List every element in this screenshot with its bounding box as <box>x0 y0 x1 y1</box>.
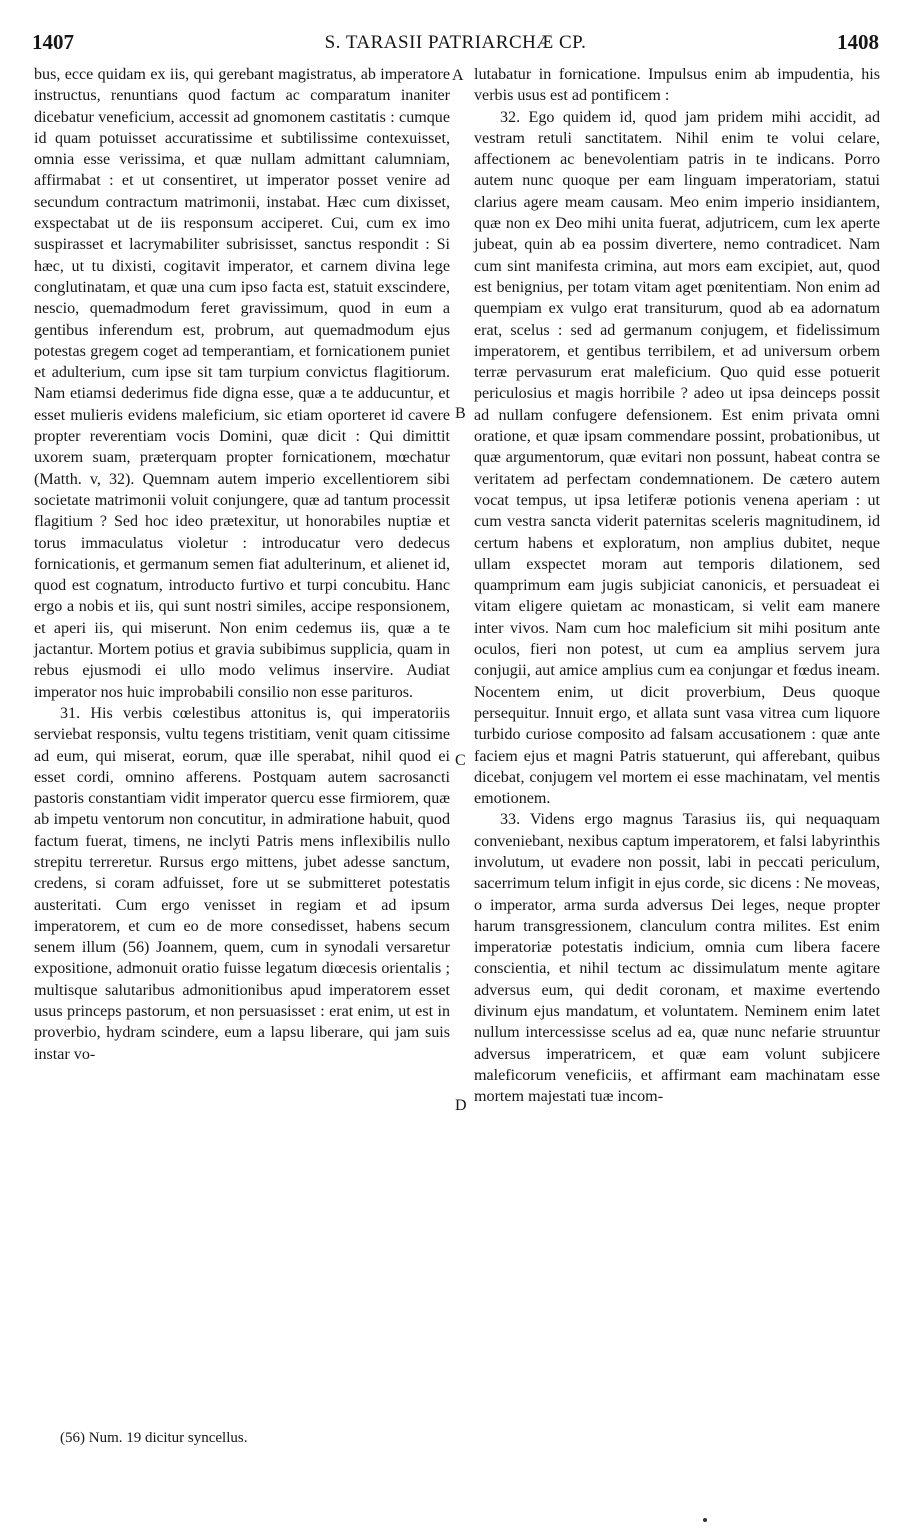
left-column-number: 1407 <box>32 30 74 54</box>
paragraph-number: 32. <box>500 108 521 126</box>
margin-marker-a: A <box>452 67 464 84</box>
margin-marker-b: B <box>455 405 466 422</box>
paragraph-number: 33. <box>500 811 521 829</box>
paragraph-31 <box>34 703 450 1065</box>
right-column-number: 1408 <box>837 30 879 54</box>
paragraph-text: His verbis cœlestibus attonitus is, qui imperatoriis serviebat responsis, vultu tegens tristitiam, venit quam citissime ad eum, qui miserat, eorum, quæ ille sperabat, nihil quod ei esset cordi, omnino afferens. Postquam autem sacrosancti pastoris constantiam vidit imperator quercu esse firmiorem, quæ ab impetu ventorum non concutitur, in admiratione habuit, quod factum fuerat, timens, ne inclyti Patris mens inflexibilis nullo strepitu terreretur. Rursus ergo mittens, jubet adesse sanctum, credens, si coram adfuisset, fore ut se submitteret potestatis austeritati. Cum ergo venisset in regiam et ad ipsum imperatorem, et cum eo de more consedisset, habens secum senem illum (56) Joannem, quem, cum in synodali versaretur expositione, admonuit oratio fuisse legatum diœcesis orientalis ; multisque salutaribus admonitionibus apud imperatorem esset usus princeps pastorum, et non persuasisset : erat enim, ut est in proverbio, hydram scindere, eum a lapsu liberare, qui jam suis instar vo- <box>34 704 450 1063</box>
right-column <box>474 64 880 1108</box>
margin-marker-c: C <box>455 752 466 769</box>
paragraph-32 <box>474 107 880 810</box>
margin-marker-d: D <box>455 1097 467 1114</box>
footnote: (56) Num. 19 dicitur syncellus. <box>60 1430 248 1446</box>
left-column <box>34 64 450 1065</box>
page-header <box>32 30 879 62</box>
paragraph-33 <box>474 809 880 1107</box>
paragraph-number: 31. <box>60 704 81 722</box>
ink-dot <box>703 1518 707 1522</box>
paragraph-text: Ego quidem id, quod jam pridem mihi accidit, ad vestram retuli sanctitatem. Nihil enim te volui celare, affectionem ac benevolentiam patris in te indicans. Porro autem nunc quoque per eam linguam imperatoriam, statui clarius agere meam causam. Meo enim imperio insidiantem, quæ non ex Deo mihi unita fuerat, adjutricem, cum lex aperte jubeat, quin ab ea possim divertere, nemo contradicet. Nam cum sint manifesta crimina, aut mors eam excipiet, aut, quod est benignius, per totam vitam aget pœnitentiam. Non enim ad quempiam ex vulgo erat transiturum, quod ab ea adornatum erat, scelus : sed ad germanum conjugem, et fidelissimum imperatorem, et gentibus terribilem, et ad universum orbem terræ pervasurum erat maleficium. Quo quid esse potuerit periculosius et magis horribile ? adeo ut ipsa deinceps possit ad nullam confugere defensionem. Est enim privata omni oratione, et quæ ipsam commendare possint, probationibus, ut quæ argumentorum, quæ evitari non possunt, habeat contra se veritatem ad perfectam condemnationem. De cætero autem vocat tempus, ut ipsa letiferæ potionis venena aperiam : ut cum vestra sancta viderit paternitas sceleris magnitudinem, id certum habens et exploratum, non amplius dubitet, neque ullam exspectet moram aut temporis dilationem, sed quamprimum eam jugis subjiciat canonicis, et persuadeat ei vitam eligere quietam ac monasticam, si velit eam manere inter vivos. Nam cum hoc maleficium sit mihi positum ante oculos, fieri non potest, ut cum ea amplius servem jura conjugii, aut amice amplius cum ea conjungar et fœdus ineam. Nocentem enim, ut dicit proverbium, Deus quoque persequitur. Innuit ergo, et allata sunt vasa vitrea cum liquore turbido curiose composito ad falsam accusationem : quæ ante faciem ejus et magni Patris statuerunt, qui afferebant, quibus dicebat, conjugem vel mortem ei esse machinatam, vel mentis emotionem. <box>474 108 880 808</box>
running-title: S. TARASII PATRIARCHÆ CP. <box>324 32 587 53</box>
paragraph-continuation: bus, ecce quidam ex iis, qui gerebant magistratus, ab imperatore instructus, renuntians quod factum ac comparatum inaniter dicebatur veneficium, accessit ad gnomonem castitatis : cumque id quam potuisset accuratissime et subtilissime contexuisset, omnia esse verissima, et quæ nullam admittant calumniam, affirmabat : et ut consentiret, ut imperator posset venire ad secundum contractum matrimonii, instabat. Hæc cum dixisset, exspectabat ut de iis responsum acciperet. Cui, cum ex imo suspirasset et lacrymabiliter subrisisset, sanctus respondit : Si hæc, ut tu dixisti, cogitavit imperator, et carnem divina lege conglutinatam, et quæ una cum ipso facta est, statuit exscindere, nescio, quemadmodum feret gravissimum, quod in eum a gentibus inferendum est, probrum, aut quemadmodum ejus potestas gregem coget ad temperantiam, et fornicationem puniet et adulterium, cum ipse sit tam turpium convictus flagitiorum. Nam etiamsi dederimus fide digna esse, quæ a te adducuntur, et esset mulieris evidens maleficium, sic etiam oporteret id cavere propter reverentiam vocis Domini, quæ dicit : Qui dimittit uxorem suam, præterquam propter fornicationem, mœchatur (Matth. v, 32). Quemnam autem imperio excellentiorem sibi societate matrimonii voluit conjungere, quæ ad tantum processit flagitium ? Sed hoc ideo prætexitur, ut honorabiles nuptiæ et torus immaculatus violetur : introducatur vero dedecus fornicationis, et germanum semen fiat adulterinum, et alienet id, quod est cognatum, introducto furtivo et turpi concubitu. Hanc ergo a nobis et iis, qui sunt nostri similes, accipe responsionem, et aperi iis, qui miserunt. Non enim cedemus iis, quæ a te jactantur. Mortem potius et gravia subibimus supplicia, quam in rebus ejusmodi ei ullo modo velimus inservire. Audiat imperator nos huic improbabili consilio non esse parituros. <box>34 66 450 701</box>
paragraph-continuation: lutabatur in fornicatione. Impulsus enim ab impudentia, his verbis usus est ad pontificem : <box>474 66 880 105</box>
paragraph-text: Videns ergo magnus Tarasius iis, qui nequaquam conveniebant, nexibus captum imperatorem, et falsi labyrinthis involutum, ut evadere non possit, labi in peccati periculum, sacerrimum telum infigit in ejus corde, sic dicens : Ne moveas, o imperator, arma surda adversus Dei leges, neque propter harum transgressionem, clanculum contra milites. Est enim imperatoriæ potestatis indicium, omnia cum libera facere conscientia, et nihil tectum ac dissimulatum mente agitare adversus eum, qui dedit coronam, et maxime evertendo divinum ejus mandatum, et voluntatem. Neminem enim latet nullum intercessisse scelus ad ea, quæ nunc nefarie struuntur adversus imperatricem, et quæ eam volunt subjicere maleficorum veneficiis, et affirmant eam machinatam esse mortem majestati tuæ incom- <box>474 811 880 1106</box>
